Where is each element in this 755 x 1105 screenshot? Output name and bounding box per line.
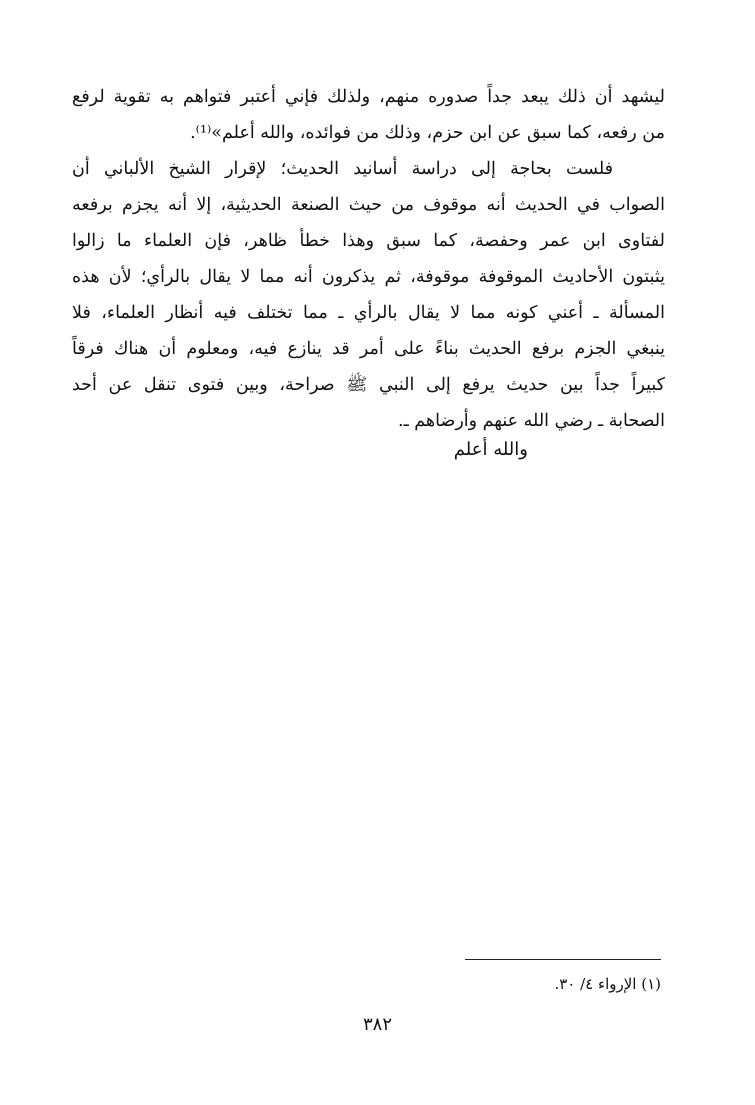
text-line: ليشهد أن ذلك يبعد جداً صدوره منهم، ولذلك فإني أعتبر فتواهم به تقوية لرفع bbox=[72, 87, 665, 107]
text-line: الصواب في الحديث أنه موقوف من حيث الصنعة الحديثية، إلا أنه يجزم برفعه bbox=[72, 195, 665, 215]
page-number: ٣٨٢ bbox=[362, 1014, 392, 1035]
text-line: المسألة ـ أعني كونه مما لا يقال بالرأي ـ مما تختلف فيه أنظار العلماء، فلا bbox=[72, 303, 665, 323]
footnote-separator bbox=[465, 959, 661, 960]
footnote: (١) الإرواء ٤/ ٣٠. bbox=[554, 975, 661, 993]
text-line: من رفعه، كما سبق عن ابن حزم، وذلك من فوائده، والله أعلم»⁽¹⁾. bbox=[190, 123, 665, 143]
closing-phrase: والله أعلم bbox=[453, 439, 528, 460]
text-line: الصحابة ـ رضي الله عنهم وأرضاهم ـ. bbox=[398, 411, 665, 431]
paragraph-quote-ending bbox=[72, 79, 665, 151]
text-line: ينبغي الجزم برفع الحديث بناءً على أمر قد ينازع فيه، ومعلوم أن هناك فرقاً bbox=[72, 339, 665, 359]
paragraph-main bbox=[72, 151, 665, 439]
text-line: يثبتون الأحاديث الموقوفة موقوفة، ثم يذكرون أنه مما لا يقال بالرأي؛ لأن هذه bbox=[72, 267, 665, 287]
text-line: كبيراً جداً بين حديث يرفع إلى النبي ﷺ صراحة، وبين فتوى تنقل عن أحد bbox=[72, 375, 665, 395]
text-line-indented: فلست بحاجة إلى دراسة أسانيد الحديث؛ لإقرار الشيخ الألباني أن bbox=[72, 159, 613, 179]
text-line: لفتاوى ابن عمر وحفصة، كما سبق وهذا خطأ ظاهر، فإن العلماء ما زالوا bbox=[72, 231, 665, 251]
